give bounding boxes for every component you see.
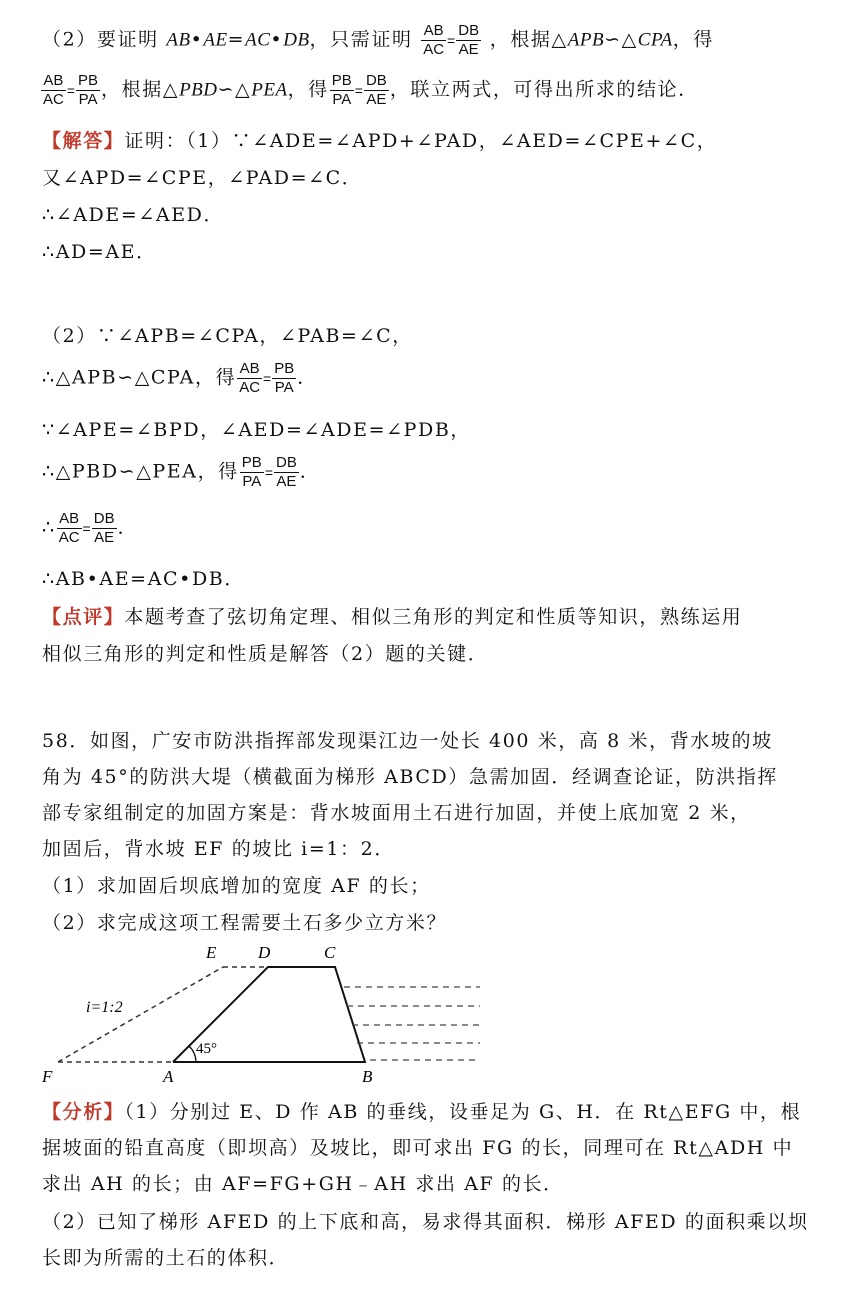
problem-58-line-2 — [42, 765, 778, 789]
problem-58-line-1 — [42, 729, 773, 753]
text: 相似三角形的判定和性质是解答（2）题的关键． — [42, 643, 489, 665]
solution-line-2 — [42, 166, 362, 190]
equals: = — [264, 464, 273, 481]
fraction-ab-ac: $\frac{AB}{AC}$ — [423, 22, 445, 58]
analysis-line-2 — [42, 1136, 793, 1160]
fraction-db-ae: $\frac{DB}{AE}$ — [276, 454, 297, 490]
line-top-2 — [40, 72, 699, 109]
solution-p2-line-4 — [42, 454, 320, 491]
text: ∴△APB∽△CPA，得 — [42, 366, 237, 389]
solution-line-1 — [42, 129, 717, 153]
label-angle: 45° — [196, 1041, 217, 1057]
problem-58-line-3 — [42, 801, 751, 825]
text: 角为 45°的防洪大堤（横截面为梯形 ABCD）急需加固．经调查论证，防洪指挥 — [42, 766, 778, 788]
fraction-ab-ac: $\frac{AB}{AC}$ — [58, 510, 80, 546]
comment-tag: 【点评】 — [42, 606, 125, 628]
text: ，根据△ — [489, 28, 568, 51]
text: ∵∠APE=∠BPD，∠AED=∠ADE=∠PDB， — [42, 419, 472, 441]
text: （1）求加固后坝底增加的宽度 AF 的长； — [42, 875, 431, 897]
fraction-db-ae: $\frac{DB}{AE}$ — [458, 22, 480, 58]
problem-58-question-2 — [42, 911, 447, 935]
text: （2）要证明 — [42, 28, 159, 51]
text: （2）已知了梯形 AFED 的上下底和高，易求得其面积．梯形 AFED 的面积乘以坝 — [42, 1211, 809, 1233]
text: 部专家组制定的加固方案是：背水坡面用土石进行加固，并使上底加宽 2 米， — [42, 802, 751, 824]
fraction-db-ae: $\frac{DB}{AE}$ — [365, 72, 387, 108]
text: ． — [297, 366, 318, 389]
text: 据坡面的铅直高度（即坝高）及坡比，即可求出 FG 的长，同理可在 Rt△ADH 中 — [42, 1137, 794, 1159]
text: ∽△ — [604, 28, 638, 51]
math-var: AB — [166, 29, 191, 51]
label-E: E — [206, 943, 217, 962]
comment-line-1 — [42, 605, 742, 629]
text: 证明：（1）∵∠ADE=∠APD+∠PAD，∠AED=∠CPE+∠C， — [124, 130, 718, 152]
math-var: CPA — [637, 29, 673, 51]
label-slope: i=1:2 — [86, 999, 123, 1016]
math-var: PEA — [251, 79, 288, 101]
equals: = — [354, 82, 363, 99]
text: ∽△ — [217, 78, 252, 101]
fraction-pb-pa: $\frac{PB}{PA}$ — [331, 72, 352, 108]
solution-line-4 — [42, 240, 157, 264]
solution-p2-line-5 — [42, 510, 138, 547]
analysis-line-4 — [42, 1210, 808, 1234]
analysis-line-5 — [42, 1246, 289, 1270]
label-D: D — [258, 943, 271, 962]
math-var: APB — [567, 29, 605, 51]
text: 本题考查了弦切角定理、相似三角形的判定和性质等知识，熟练运用 — [124, 606, 743, 628]
label-A: A — [163, 1067, 174, 1086]
text: = — [227, 28, 246, 51]
analysis-line-3 — [42, 1172, 564, 1196]
text: ，得 — [287, 78, 329, 101]
fraction-ab-ac: $\frac{AB}{AC}$ — [239, 360, 261, 396]
fraction-pb-pa: $\frac{PB}{PA}$ — [241, 454, 262, 490]
math-var: AE — [203, 29, 228, 51]
text: ，得 — [672, 28, 714, 51]
math-var: AC — [245, 29, 271, 51]
text: ∴∠ADE=∠AED． — [42, 204, 225, 226]
text: 长即为所需的土石的体积． — [42, 1247, 290, 1269]
fraction-pb-pa: $\frac{PB}{PA}$ — [78, 72, 99, 108]
text: ∴ — [42, 516, 56, 539]
dam-diagram — [0, 935, 845, 1090]
problem-58-line-4 — [42, 837, 395, 861]
math-var: DB — [283, 29, 310, 51]
text: （1）分别过 E、D 作 AB 的垂线，设垂足为 G、H．在 Rt△EFG 中，根 — [124, 1101, 802, 1123]
text: ，根据△ — [101, 78, 180, 101]
solution-line-3 — [42, 203, 224, 227]
solution-p2-line-1 — [42, 324, 413, 348]
solution-p2-line-2 — [42, 360, 318, 397]
text: • — [190, 28, 204, 51]
fraction-pb-pa: $\frac{PB}{PA}$ — [274, 360, 295, 396]
angle-arc — [189, 1046, 196, 1062]
text: ∴AB•AE=AC•DB． — [42, 568, 245, 590]
text: ，联立两式，可得出所求的结论． — [389, 78, 699, 101]
equals: = — [82, 520, 91, 537]
text: ． — [299, 460, 321, 483]
equals: = — [66, 82, 76, 99]
text: （2）∵∠APB=∠CPA，∠PAB=∠C， — [42, 325, 413, 347]
fraction-db-ae: $\frac{DB}{AE}$ — [93, 510, 115, 546]
label-B: B — [362, 1067, 373, 1086]
comment-line-2 — [42, 642, 488, 666]
text: 加固后，背水坡 EF 的坡比 i=1：2． — [42, 838, 395, 860]
text: ，只需证明 — [309, 28, 413, 51]
text: • — [270, 28, 284, 51]
solution-tag: 【解答】 — [42, 130, 125, 152]
text: ∴△PBD∽△PEA，得 — [42, 460, 239, 483]
text: （2）求完成这项工程需要土石多少立方米？ — [42, 912, 448, 934]
text: 又∠APD=∠CPE，∠PAD=∠C． — [42, 167, 363, 189]
equals: = — [447, 32, 456, 49]
solution-p2-line-3 — [42, 418, 471, 442]
fraction-ab-ac: $\frac{AB}{AC}$ — [43, 72, 64, 108]
label-C: C — [324, 943, 336, 962]
text: ∴AD=AE． — [42, 241, 157, 263]
text: 58．如图，广安市防洪指挥部发现渠江边一处长 400 米，高 8 米，背水坡的坡 — [42, 730, 773, 752]
label-F: F — [42, 1067, 53, 1086]
line-top-1 — [42, 22, 714, 59]
equals: = — [263, 370, 272, 387]
analysis-line-1 — [42, 1100, 801, 1124]
text: ． — [117, 516, 139, 539]
math-var: PBD — [179, 79, 218, 101]
solution-p2-line-6 — [42, 567, 245, 591]
problem-58-question-1 — [42, 874, 431, 898]
analysis-tag: 【分析】 — [42, 1101, 125, 1123]
text: 求出 AH 的长；由 AF=FG+GH﹣AH 求出 AF 的长． — [42, 1173, 564, 1195]
